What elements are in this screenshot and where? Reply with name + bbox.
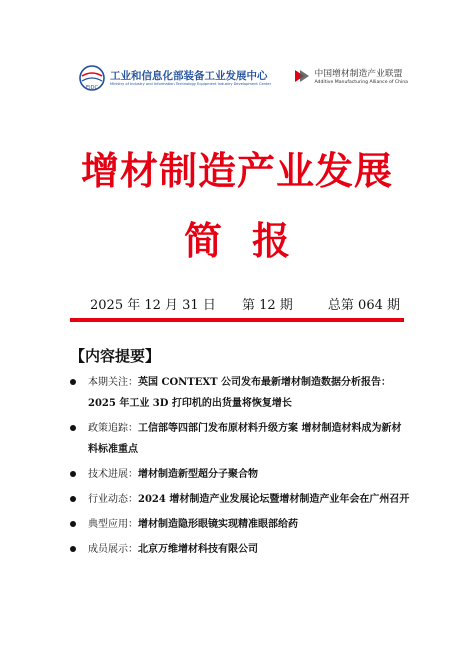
summary-heading: 【内容提要】: [70, 347, 161, 365]
am-alliance-icon: [292, 66, 312, 86]
summary-item: [70, 464, 410, 485]
summary-item-text: 增材制造新型超分子聚合物: [138, 469, 258, 480]
summary-item-label: 技术进展：: [88, 469, 138, 480]
summary-item-text: 英国 CONTEXT 公司发布最新增材制造数据分析报告：2025 年工业 3D 打印机的出货量将恢复增长: [88, 377, 392, 409]
summary-item-text: 增材制造隐形眼镜实现精准眼部给药: [138, 519, 298, 530]
summary-list: [70, 372, 410, 560]
bullet-icon: [70, 496, 76, 502]
eidc-globe-icon: [78, 64, 106, 92]
issue-date: 2025 年 12 月 31 日: [90, 298, 216, 313]
document-subtitle: 简报: [183, 218, 320, 263]
summary-item-text: 工信部等四部门发布原材料升级方案 增材制造材料成为新材料标准重点: [88, 423, 402, 455]
bullet-icon: [70, 546, 76, 552]
document-title: 增材制造产业发展: [80, 148, 393, 193]
summary-item: [70, 372, 410, 414]
summary-item-label: 政策追踪：: [88, 423, 138, 434]
eidc-english: Ministry of Industry and Information Technology Equipment Industry Development Center: [110, 81, 272, 86]
issue-total: 总第 064 期: [327, 298, 400, 313]
header-logos: [78, 64, 408, 96]
bullet-icon: [70, 425, 76, 431]
summary-item-label: 本期关注：: [88, 377, 138, 388]
bullet-icon: [70, 471, 76, 477]
summary-item: [70, 539, 410, 560]
eidc-logo: [78, 64, 271, 92]
issue-number: 第 12 期: [242, 298, 293, 313]
summary-item: [70, 514, 410, 535]
bullet-icon: [70, 521, 76, 527]
summary-item-label: 行业动态：: [88, 494, 138, 505]
red-divider: [70, 318, 404, 322]
summary-item-label: 典型应用：: [88, 519, 138, 530]
eidc-name: 工业和信息化部装备工业发展中心: [110, 69, 268, 82]
bullet-icon: [70, 379, 76, 385]
am-alliance-english: Additive Manufacturing Alliance of China: [314, 79, 408, 85]
am-alliance-name: 中国增材制造产业联盟: [314, 68, 403, 79]
summary-item-text: 2024 增材制造产业发展论坛暨增材制造产业年会在广州召开: [138, 494, 410, 505]
summary-item-text: 北京万维增材科技有限公司: [138, 544, 258, 555]
am-alliance-logo: [292, 66, 409, 86]
summary-item: [70, 489, 410, 510]
summary-item: [70, 418, 410, 460]
issue-info: [90, 294, 400, 312]
summary-item-label: 成员展示：: [88, 544, 138, 555]
eidc-abbr: EIDC: [86, 85, 98, 91]
